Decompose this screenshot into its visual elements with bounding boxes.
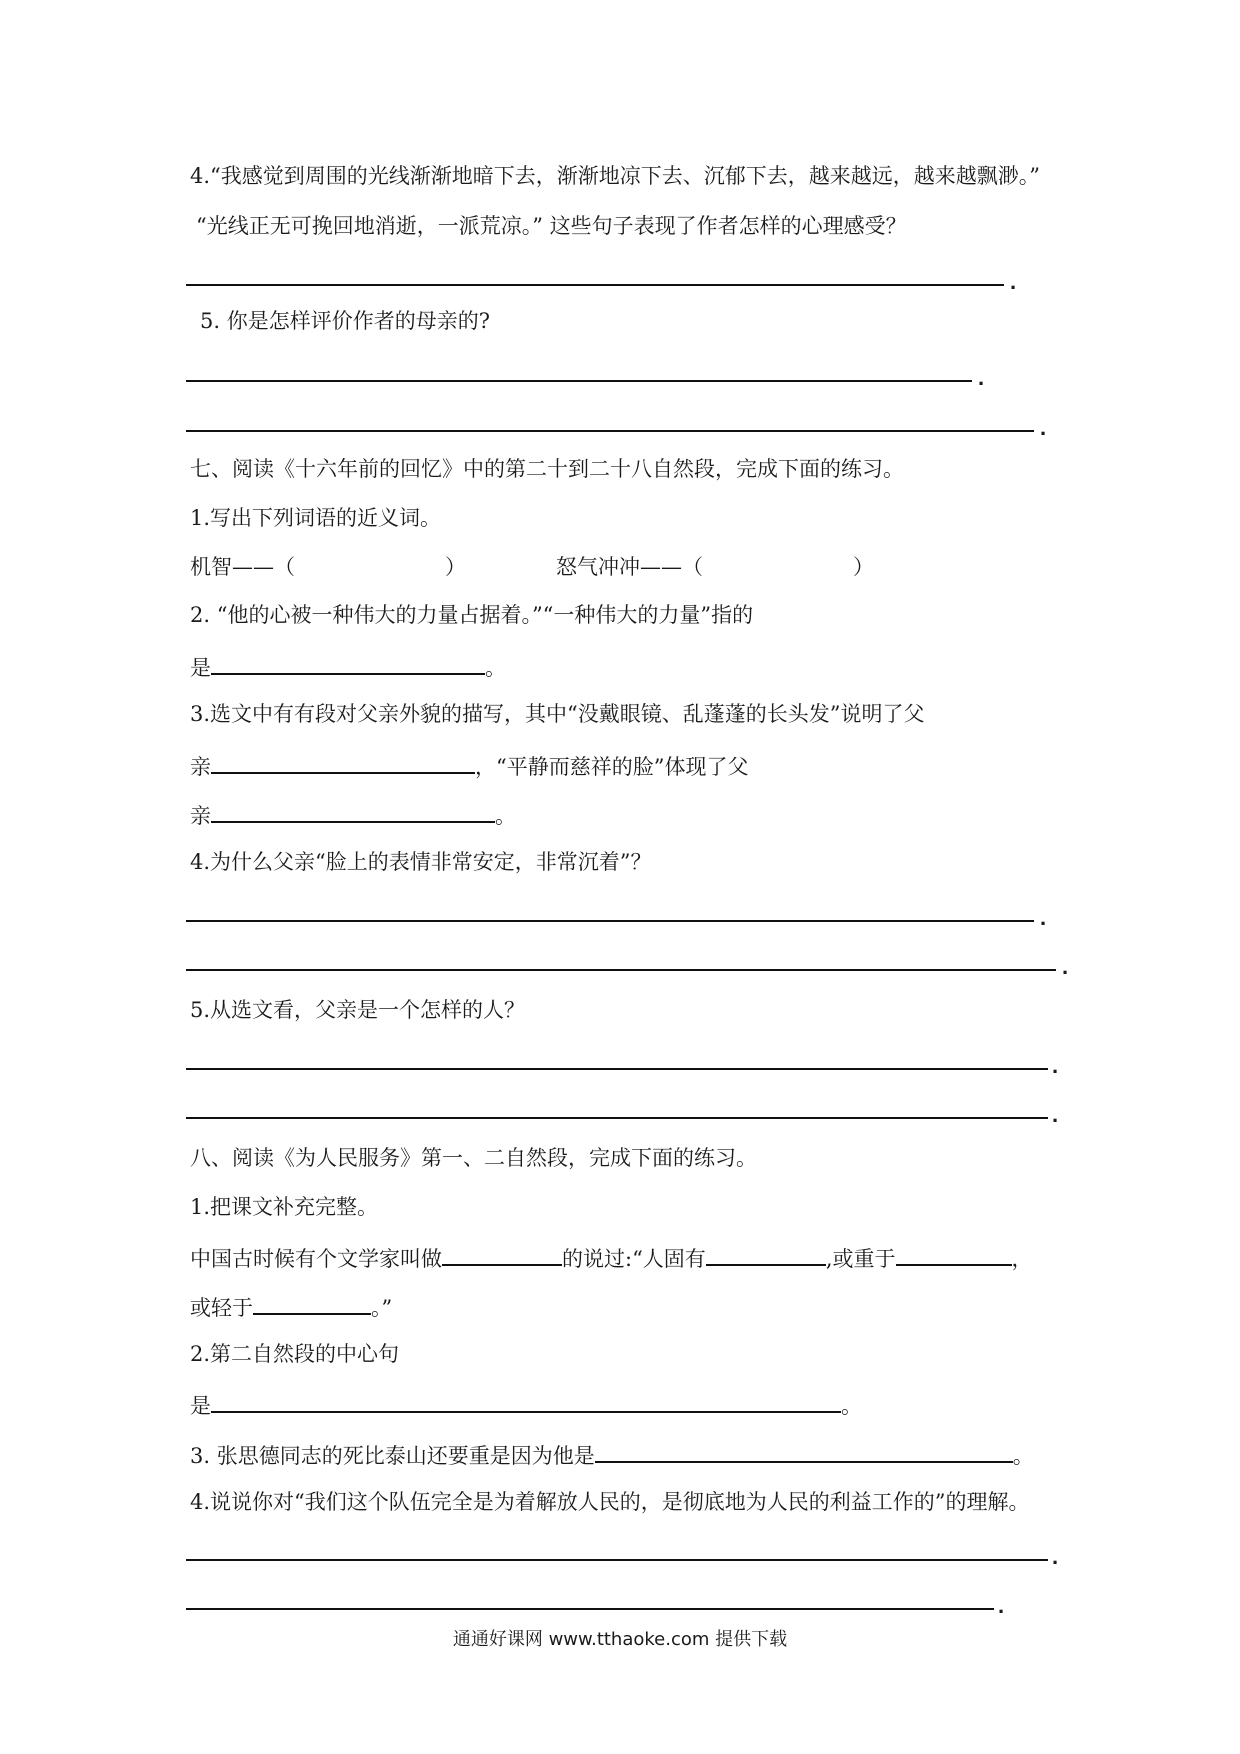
s8-q3: 3. 张思德同志的死比泰山还要重是因为他是 。 (190, 1439, 1034, 1467)
s7-q3-line3: 亲 。 (190, 799, 516, 827)
s8-q2-line2: 是 。 (190, 1389, 862, 1417)
fill-blank[interactable] (211, 799, 495, 823)
answer-period: . (1040, 905, 1047, 930)
s8-q4: 4.说说你对“我们这个队伍完全是为着解放人民的，是彻底地为人民的利益工作的”的理解。 (190, 1490, 1030, 1514)
answer-line[interactable] (186, 969, 1056, 971)
answer-period: . (1040, 415, 1047, 440)
answer-line[interactable] (186, 1608, 994, 1610)
answer-period: . (1010, 269, 1017, 294)
s8-q1-fill-line2: 或轻于 。” (190, 1291, 392, 1319)
answer-line[interactable] (186, 1068, 1048, 1070)
s7-q1-synonyms: 机智——（ ） 怒气冲冲——（ ） (190, 555, 874, 579)
s7-q3-line2: 亲 ，“平静而慈祥的脸”体现了父 (190, 750, 748, 778)
fill-blank[interactable] (253, 1291, 371, 1315)
fill-blank[interactable] (442, 1242, 562, 1266)
fill-blank[interactable] (211, 1389, 841, 1413)
s6-q5: 5. 你是怎样评价作者的母亲的? (200, 309, 490, 333)
s7-q3-line1: 3.选文中有有段对父亲外貌的描写，其中“没戴眼镜、乱蓬蓬的长头发”说明了父 (190, 702, 925, 726)
fill-blank[interactable] (706, 1242, 826, 1266)
s8-q1: 1.把课文补充完整。 (190, 1195, 379, 1219)
fill-blank[interactable] (896, 1242, 1012, 1266)
fill-blank[interactable] (211, 750, 475, 774)
synonym-word-1: 机智——（ (190, 555, 295, 579)
s8-q1-fill-line1: 中国古时候有个文学家叫做 的说过:“人固有 ,或重于 ， (190, 1242, 1033, 1270)
answer-line[interactable] (186, 380, 972, 382)
answer-period: . (1052, 1053, 1059, 1078)
answer-period: . (978, 365, 985, 390)
footer-source: 通通好课网 www.tthaoke.com 提供下载 (452, 1629, 788, 1650)
s7-q2-line2: 是 。 (190, 651, 506, 679)
answer-period: . (1052, 1544, 1059, 1569)
s8-q2-line1: 2.第二自然段的中心句 (190, 1342, 400, 1366)
s7-heading: 七、阅读《十六年前的回忆》中的第二十到二十八自然段，完成下面的练习。 (190, 457, 904, 481)
answer-line[interactable] (186, 430, 1034, 432)
s8-heading: 八、阅读《为人民服务》第一、二自然段，完成下面的练习。 (190, 1146, 757, 1170)
s7-q4: 4.为什么父亲“脸上的表情非常安定，非常沉着”？ (190, 850, 652, 874)
s6-q4-line1: 4.“我感觉到周围的光线渐渐地暗下去，渐渐地凉下去、沉郁下去，越来越远，越来越飘渺。” (190, 164, 1041, 188)
answer-line[interactable] (186, 1559, 1048, 1561)
answer-line[interactable] (186, 284, 1004, 286)
synonym-word-2: 怒气冲冲——（ (556, 555, 703, 579)
s6-q4-line2: “光线正无可挽回地消逝，一派荒凉。” 这些句子表现了作者怎样的心理感受？ (196, 214, 907, 238)
s7-q1: 1.写出下列词语的近义词。 (190, 506, 442, 530)
answer-line[interactable] (186, 1117, 1048, 1119)
answer-line[interactable] (186, 920, 1034, 922)
answer-period: . (1052, 1102, 1059, 1127)
answer-period: . (998, 1593, 1005, 1618)
s7-q2-line1: 2. “他的心被一种伟大的力量占据着。”“一种伟大的力量”指的 (190, 603, 754, 627)
fill-blank[interactable] (595, 1439, 1013, 1463)
fill-blank[interactable] (211, 651, 485, 675)
answer-period: . (1062, 954, 1069, 979)
s7-q5: 5.从选文看，父亲是一个怎样的人？ (190, 998, 526, 1022)
